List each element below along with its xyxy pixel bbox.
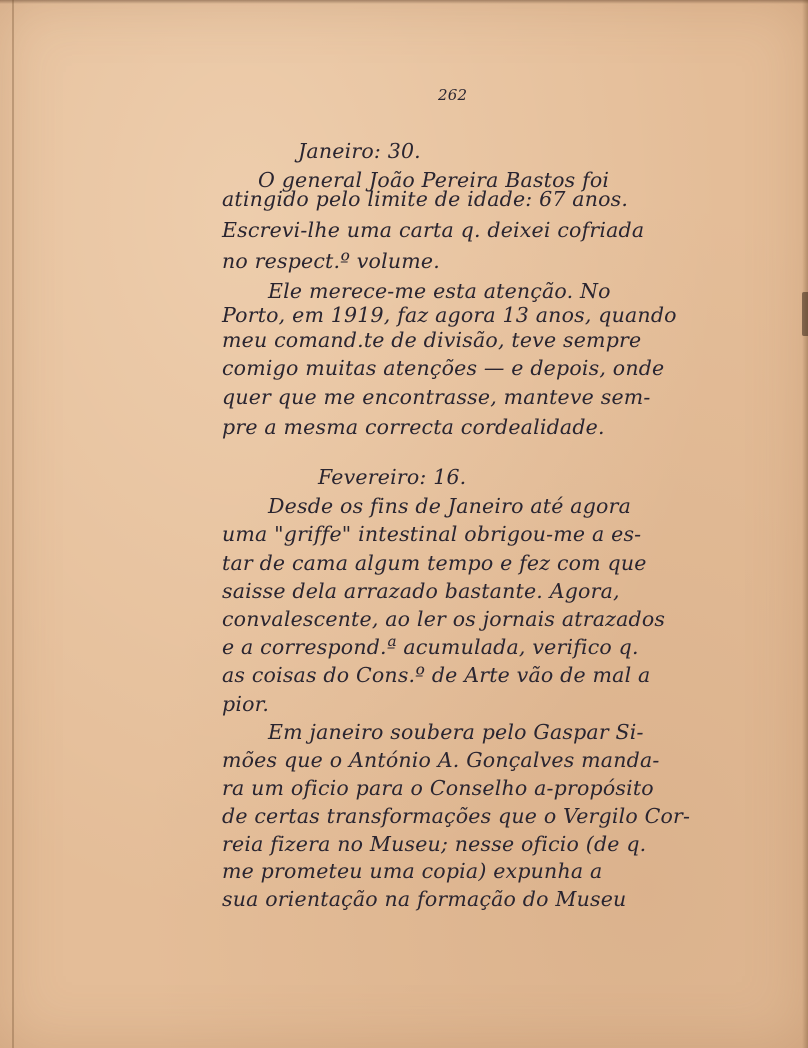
entry-line: comigo muitas atenções — e depois, onde xyxy=(222,356,665,380)
entry-line: reia fizera no Museu; nesse oficio (de q. xyxy=(222,832,647,856)
entry-line: meu comand.te de divisão, teve sempre xyxy=(222,328,642,352)
entry-line: convalescente, ao ler os jornais atrazados xyxy=(222,607,666,631)
entry-line: Desde os fins de Janeiro até agora xyxy=(268,494,631,518)
entry-line: pre a mesma correcta cordealidade. xyxy=(222,415,605,439)
entry-line: no respect.º volume. xyxy=(222,249,440,273)
entry-line: de certas transformações que o Vergilo Cor- xyxy=(222,804,691,828)
entry-line: tar de cama algum tempo e fez com que xyxy=(222,551,647,575)
entry-heading: Janeiro: 30. xyxy=(298,139,421,163)
page-right-edge xyxy=(802,0,808,1048)
binding-line xyxy=(12,0,14,1048)
entry-line: quer que me encontrasse, manteve sem- xyxy=(222,385,651,409)
entry-line: Escrevi-lhe uma carta q. deixei cofriada xyxy=(222,218,645,242)
entry-line: me prometeu uma copia) expunha a xyxy=(222,859,603,883)
entry-heading: Fevereiro: 16. xyxy=(318,465,467,489)
entry-line: atingido pelo limite de idade: 67 anos. xyxy=(222,187,629,211)
entry-line: sua orientação na formação do Museu xyxy=(222,887,627,911)
entry-line: saisse dela arrazado bastante. Agora, xyxy=(222,579,620,603)
entry-line: e a correspond.ª acumulada, verifico q. xyxy=(222,635,639,659)
page-top-edge xyxy=(0,0,808,4)
entry-line: Ele merece-me esta atenção. No xyxy=(268,279,611,303)
entry-line: Porto, em 1919, faz agora 13 anos, quando xyxy=(222,303,677,327)
entry-line: mões que o António A. Gonçalves manda- xyxy=(222,748,660,772)
entry-line: ra um oficio para o Conselho a-propósito xyxy=(222,776,654,800)
entry-line: O general João Pereira Bastos foi xyxy=(258,168,610,192)
entry-line: Em janeiro soubera pelo Gaspar Si- xyxy=(268,720,644,744)
entry-line: as coisas do Cons.º de Arte vão de mal a xyxy=(222,663,651,687)
entry-line: uma "griffe" intestinal obrigou-me a es- xyxy=(222,522,642,546)
page-number: 262 xyxy=(438,86,468,104)
binding-clip xyxy=(802,292,808,336)
entry-line: pior. xyxy=(222,692,270,716)
